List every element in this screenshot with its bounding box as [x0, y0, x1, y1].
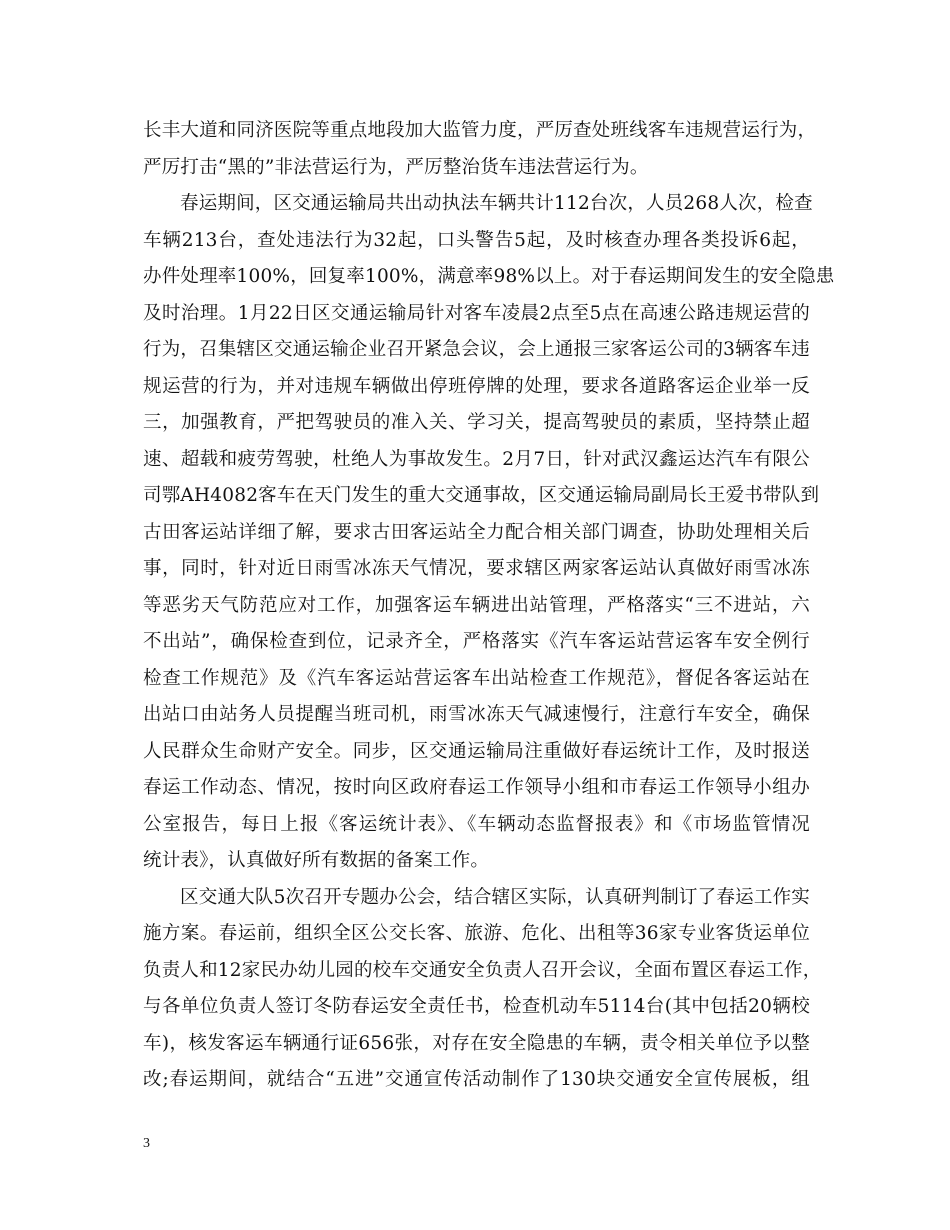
text-line: 严厉打击“黑的”非法营运行为，严厉整治货车违法营运行为。	[143, 156, 649, 178]
text-line: 统计表》，认真做好所有数据的备案工作。	[143, 850, 490, 871]
text-line: 办件处理率100%，回复率100%，满意率98%以上。对于春运期间发生的安全隐患	[143, 266, 835, 287]
text-line: 长丰大道和同济医院等重点地段加大监管力度，严厉查处班线客车违规营运行为，	[143, 120, 817, 141]
text-line: 规运营的行为，并对违规车辆做出停班停牌的处理，要求各道路客运企业举一反	[143, 375, 810, 397]
text-line: 人民群众生命财产安全。同步，区交通运输局注重做好春运统计工作，及时报送	[143, 740, 810, 762]
body-text	[143, 113, 835, 1099]
text-line: 出站口由站务人员提醒当班司机，雨雪冰冻天气减速慢行，注意行车安全，确保	[143, 704, 810, 725]
text-line: 车辆213台，查处违法行为32起，口头警告5起，及时核查办理各类投诉6起，	[143, 229, 810, 251]
text-line: 不出站”，确保检查到位，记录齐全，严格落实《汽车客运站营运客车安全例行	[143, 631, 810, 652]
page-number: 3	[143, 1136, 150, 1151]
text-line: 春运期间，区交通运输局共出动执法车辆共计112台次，人员268人次，检查	[180, 193, 813, 214]
text-line: 公室报告，每日上报《客运统计表》、《车辆动态监督报表》和《市场监管情况	[143, 813, 810, 835]
text-line: 等恶劣天气防范应对工作，加强客运车辆进出站管理，严格落实“三不进站，六	[143, 594, 810, 616]
text-line: 事，同时，针对近日雨雪冰冻天气情况，要求辖区两家客运站认真做好雨雪冰冻	[143, 558, 810, 579]
text-line: 司鄂AH4082客车在天门发生的重大交通事故，区交通运输局副局长王爱书带队到	[143, 485, 820, 506]
text-line: 区交通大队5次召开专题办公会，结合辖区实际，认真研判制订了春运工作实	[180, 886, 810, 908]
text-line: 春运工作动态、情况，按时向区政府春运工作领导小组和市春运工作领导小组办	[143, 777, 810, 798]
text-line: 改;春运期间，就结合“五进”交通宣传活动制作了130块交通安全宣传展板，组	[143, 1069, 810, 1090]
text-line: 检查工作规范》及《汽车客运站营运客车出站检查工作规范》，督促各客运站在	[143, 667, 810, 689]
text-line: 及时治理。1月22日区交通运输局针对客车凌晨2点至5点在高速公路违规运营的	[143, 302, 810, 324]
text-line: 与各单位负责人签订冬防春运安全责任书，检查机动车5114台(其中包括20辆校	[143, 996, 810, 1017]
text-line: 三，加强教育，严把驾驶员的准入关、学习关，提高驾驶员的素质，坚持禁止超	[143, 412, 810, 433]
text-line: 负责人和12家民办幼儿园的校车交通安全负责人召开会议，全面布置区春运工作，	[143, 959, 822, 981]
text-line: 施方案。春运前，组织全区公交长客、旅游、危化、出租等36家专业客货运单位	[143, 923, 810, 944]
text-line: 速、超载和疲劳驾驶，杜绝人为事故发生。2月7日，针对武汉鑫运达汽车有限公	[143, 448, 810, 470]
text-line: 行为，召集辖区交通运输企业召开紧急会议，会上通报三家客运公司的3辆客车违	[143, 339, 810, 360]
text-line: 古田客运站详细了解，要求古田客运站全力配合相关部门调查，协助处理相关后	[143, 521, 810, 543]
text-line: 车)，核发客运车辆通行证656张，对存在安全隐患的车辆，责令相关单位予以整	[143, 1032, 810, 1054]
